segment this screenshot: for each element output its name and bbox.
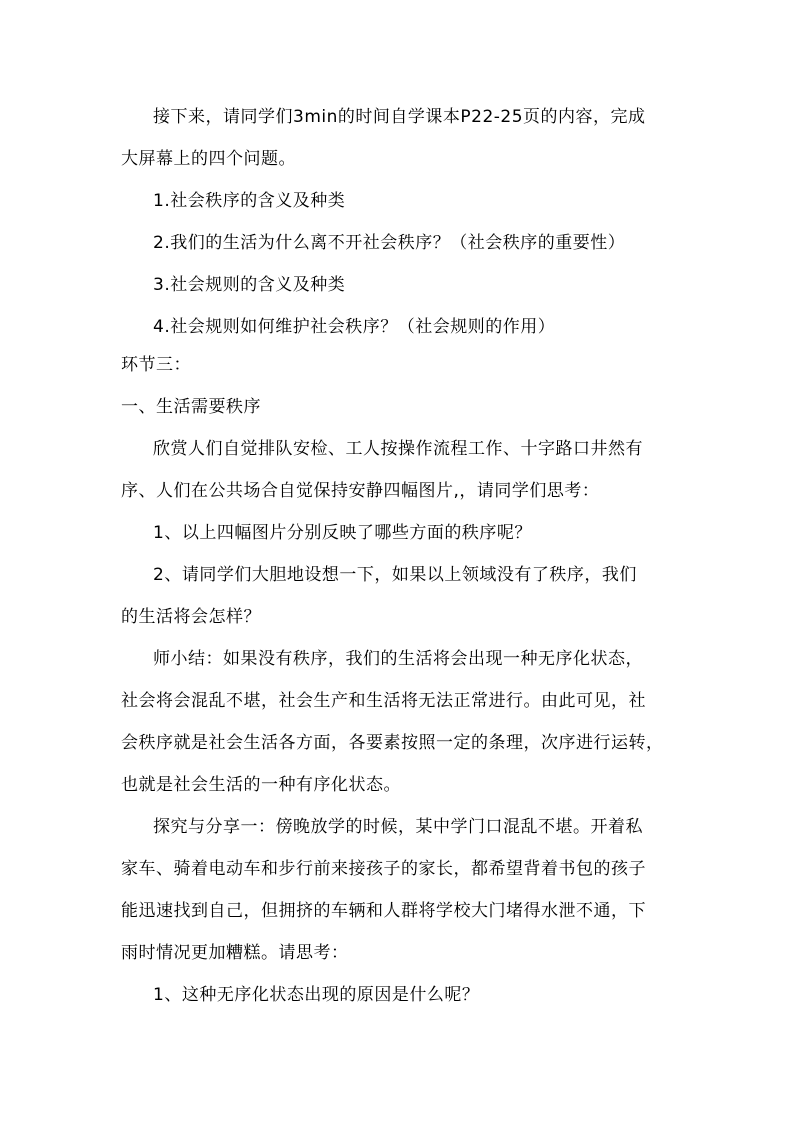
paragraph-line: 大屏幕上的四个问题。 <box>121 149 296 169</box>
paragraph-line: 家车、骑着电动车和步行前来接孩子的家长，都希望背着书包的孩子 <box>121 859 646 879</box>
question-item: 2、请同学们大胆地设想一下，如果以上领域没有了秩序，我们 <box>153 565 637 585</box>
section-heading: 一、生活需要秩序 <box>121 397 261 417</box>
paragraph-line: 会秩序就是社会生活各方面，各要素按照一定的条理，次序进行运转， <box>121 733 664 753</box>
question-item: 1、这种无序化状态出现的原因是什么呢？ <box>153 985 480 1005</box>
paragraph-line: 欣赏人们自觉排队安检、工人按操作流程工作、十字路口井然有 <box>153 439 643 459</box>
paragraph-line: 序、人们在公共场合自觉保持安静四幅图片,，请同学们思考： <box>121 481 600 501</box>
paragraph-line: 的生活将会怎样？ <box>121 607 261 627</box>
paragraph-line: 师小结：如果没有秩序，我们的生活将会出现一种无序化状态， <box>153 649 643 669</box>
question-item: 1.社会秩序的含义及种类 <box>153 191 346 211</box>
paragraph-line: 能迅速找到自己，但拥挤的车辆和人群将学校大门堵得水泄不通，下 <box>121 901 646 921</box>
paragraph-line: 雨时情况更加糟糕。请思考： <box>121 943 349 963</box>
question-item: 3.社会规则的含义及种类 <box>153 275 346 295</box>
question-item: 1、以上四幅图片分别反映了哪些方面的秩序呢？ <box>153 523 532 543</box>
question-item: 2.我们的生活为什么离不开社会秩序？（社会秩序的重要性） <box>153 233 626 253</box>
paragraph-line: 社会将会混乱不堪，社会生产和生活将无法正常进行。由此可见，社 <box>121 691 646 711</box>
paragraph-line: 探究与分享一：傍晚放学的时候，某中学门口混乱不堪。开着私 <box>153 817 643 837</box>
question-item: 4.社会规则如何维护社会秩序？（社会规则的作用） <box>153 317 556 337</box>
section-heading: 环节三： <box>121 355 191 375</box>
paragraph-line: 也就是社会生活的一种有序化状态。 <box>121 775 401 795</box>
paragraph-line: 接下来，请同学们3min的时间自学课本P22-25页的内容，完成 <box>153 107 646 127</box>
